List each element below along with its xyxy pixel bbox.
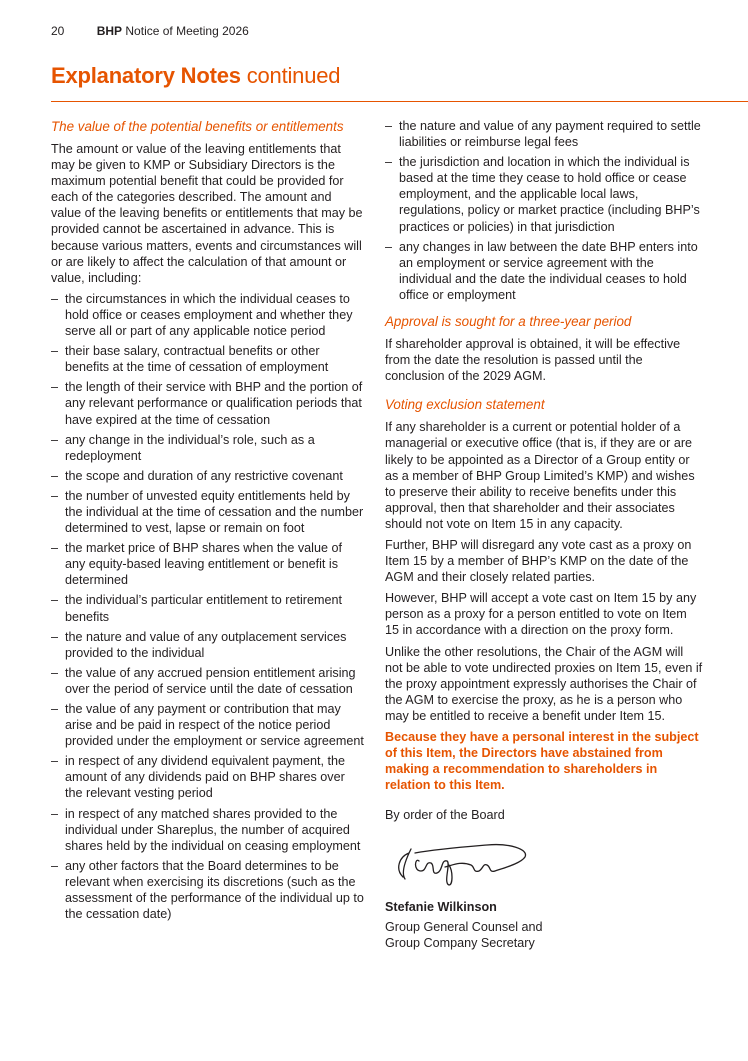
list-item: – any changes in law between the date BHP enters into an employment or service agreement with the individual and the date the individual ceases to hold office or employment xyxy=(385,239,703,303)
list-item: – in respect of any dividend equivalent payment, the amount of any dividends paid on BHP shares over the relevant vesting period xyxy=(51,753,365,801)
signature-image xyxy=(391,831,531,887)
by-order-text: By order of the Board xyxy=(385,808,505,823)
list-item: – the jurisdiction and location in which the individual is based at the time they cease to hold office or cease employment, and the applicable local laws, regulations, policy or market practice (including BHP’s practices or policies) in that jurisdiction xyxy=(385,154,703,234)
right-column xyxy=(385,118,703,951)
list-item: – the nature and value of any outplacement services provided to the individual xyxy=(51,629,365,661)
list-item: – the nature and value of any payment required to settle liabilities or reimburse legal fees xyxy=(385,118,703,150)
list-item: – the value of any accrued pension entitlement arising over the period of service until the date of cessation xyxy=(51,665,365,697)
list-item: – any change in the individual’s role, such as a redeployment xyxy=(51,432,365,464)
signer-name: Stefanie Wilkinson xyxy=(385,900,497,915)
header-brand: BHP xyxy=(96,24,123,38)
approval-heading: Approval is sought for a three-year period xyxy=(385,314,632,330)
signer-title-line: Group Company Secretary xyxy=(385,935,535,950)
page-number: 20 xyxy=(51,24,65,38)
page-title-suffix: continued xyxy=(246,63,341,88)
benefits-intro: The amount or value of the leaving entitlements that may be given to KMP or Subsidiary Directors is the maximum potential benefit that could be provided for each of the categories described. The amount and value of the leaving benefits or entitlements that may be provided cannot be ascertained in advance. This is because various matters, events and circumstances will or are likely to affect the calculation of that amount or value, including: xyxy=(51,142,363,285)
voting-exclusion-heading: Voting exclusion statement xyxy=(385,397,545,413)
benefits-list xyxy=(51,291,365,922)
benefits-list-continued xyxy=(385,118,703,303)
left-column xyxy=(51,118,365,926)
list-item: – their base salary, contractual benefits or other benefits at the time of cessation of employment xyxy=(51,343,365,375)
page-title xyxy=(51,63,340,89)
list-item: – the length of their service with BHP and the portion of any relevant performance or qualification periods that have expired at the time of cessation xyxy=(51,379,365,427)
signer-title xyxy=(385,919,703,951)
directors-abstain-statement: Because they have a personal interest in the subject of this Item, the Directors have abstained from making a recommendation to shareholders in relation to this Item. xyxy=(385,730,699,793)
signer-title-line: Group General Counsel and xyxy=(385,919,543,934)
list-item: – any other factors that the Board determines to be relevant when exercising its discretions (such as the assessment of the performance of the individual up to the cessation date) xyxy=(51,858,365,922)
list-item: – the individual’s particular entitlement to retirement benefits xyxy=(51,592,365,624)
list-item: – the number of unvested equity entitlements held by the individual at the time of cessation and the number determined to vest, lapse or remain on foot xyxy=(51,488,365,536)
list-item: – the value of any payment or contribution that may arise and be paid in respect of the notice period provided under the employment or service agreement xyxy=(51,701,365,749)
benefits-heading: The value of the potential benefits or entitlements xyxy=(51,119,344,134)
list-item: – the market price of BHP shares when the value of any equity-based leaving entitlement or benefit is determined xyxy=(51,540,365,588)
title-divider xyxy=(51,101,748,102)
page-header xyxy=(51,24,249,38)
list-item: – in respect of any matched shares provided to the individual under Shareplus, the number of acquired shares held by the individual on ceasing employment xyxy=(51,806,365,854)
header-doc-title: Notice of Meeting 2026 xyxy=(125,24,249,38)
page-title-main: Explanatory Notes xyxy=(51,63,241,88)
list-item: – the scope and duration of any restrictive covenant xyxy=(51,468,365,484)
voting-paragraph: Further, BHP will disregard any vote cast as a proxy on Item 15 by a member of BHP’s KMP on the date of the AGM and their closely related parties. xyxy=(385,537,692,585)
list-item: – the circumstances in which the individual ceases to hold office or ceases employment and whether they serve all or part of any applicable notice period xyxy=(51,291,365,339)
voting-paragraph: However, BHP will accept a vote cast on Item 15 by any person as a proxy for a person entitled to vote on Item 15 in accordance with a direction on the proxy form. xyxy=(385,591,697,638)
voting-paragraph: Unlike the other resolutions, the Chair of the AGM will not be able to vote undirected proxies on Item 15, even if the proxy appointment expressly authorises the Chair of the AGM to exercise the proxy, as he is a person who may be entitled to receive a benefit under Item 15. xyxy=(385,644,703,723)
voting-paragraph: If any shareholder is a current or potential holder of a managerial or executive office (that is, if they are or are likely to be appointed as a Director of a Group entity or as a member of BHP Group Limited’s KMP) and wishes to preserve their ability to receive benefits under this approval, then that shareholder and their associates should not vote on Item 15 in any capacity. xyxy=(385,420,695,531)
approval-text: If shareholder approval is obtained, it will be effective from the date the resolution is passed until the conclusion of the 2029 AGM. xyxy=(385,337,681,384)
